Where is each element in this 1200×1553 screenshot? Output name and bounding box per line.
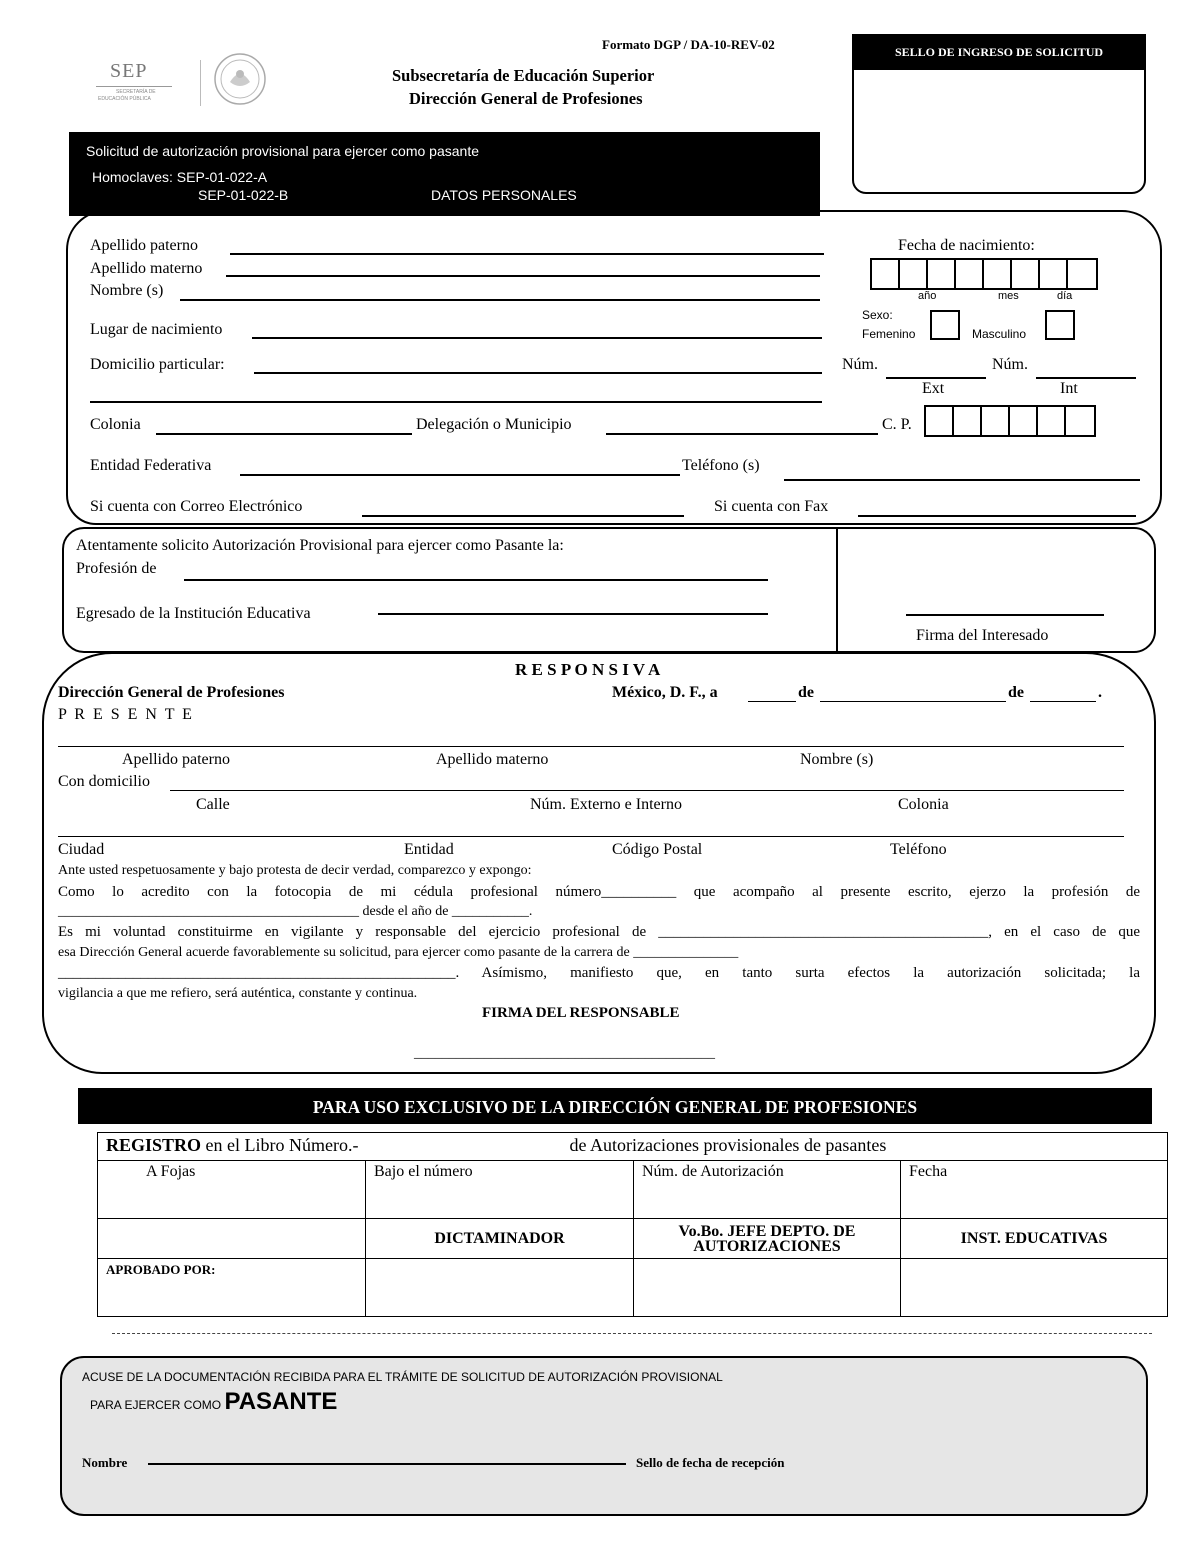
num-autorizacion-cell[interactable]: [634, 1161, 901, 1219]
sep-logo: [92, 52, 182, 108]
firma-interesado-line[interactable]: [906, 614, 1104, 616]
responsable-nombre-field[interactable]: [58, 746, 1124, 747]
responsiva-paragraph-3c: _____________________________________________________. Asímismo, manifiesto que, en tanto surta efectos la autorización solicitada; la: [58, 965, 1140, 981]
mexico-label: México, D. F., a: [612, 684, 718, 701]
acuse-nombre-label: Nombre: [82, 1455, 128, 1470]
fecha-nacimiento-boxes[interactable]: [870, 258, 1098, 290]
uso-exclusivo-bar: PARA USO EXCLUSIVO DE LA DIRECCIÓN GENERAL DE PROFESIONES: [78, 1088, 1152, 1124]
format-code: Formato DGP / DA-10-REV-02: [602, 37, 775, 52]
responsiva-paragraph-2a: Como lo acredito con la fotocopia de mi cédula profesional número__________ que acompaño al presente escrito, ejerzo la profesión de: [58, 884, 1140, 900]
dia-field[interactable]: [748, 701, 796, 702]
delegacion-label: Delegación o Municipio: [416, 416, 572, 433]
sep-logo-subtext-2: EDUCACIÓN PÚBLICA: [98, 96, 151, 102]
num-ext-field[interactable]: [886, 377, 986, 379]
domicilio-field[interactable]: [254, 372, 822, 374]
form-title: Solicitud de autorización provisional para ejercer como pasante: [86, 143, 479, 159]
femenino-label: Femenino: [862, 327, 916, 341]
apellido-paterno-field[interactable]: [230, 253, 824, 255]
logo-divider: [200, 60, 201, 106]
vobo-header: [634, 1219, 901, 1259]
firma-responsable-line[interactable]: ___________________________________________: [414, 1046, 715, 1061]
homoclave-b: SEP-01-022-B: [198, 187, 289, 203]
fax-field[interactable]: [858, 515, 1136, 517]
fecha-cell[interactable]: [901, 1161, 1168, 1219]
acuse-subtitle-small: PARA EJERCER COMO: [90, 1398, 225, 1412]
egresado-label: Egresado de la Institución Educativa: [76, 605, 311, 622]
homoclaves-label: Homoclaves: SEP-01-022-A: [92, 169, 268, 185]
acuse-sello-label: Sello de fecha de recepción: [636, 1455, 785, 1470]
registro-libro-label: en el Libro Número.-: [201, 1135, 359, 1155]
apellido-paterno-label: Apellido paterno: [90, 237, 198, 254]
dictaminador-header: DICTAMINADOR: [366, 1219, 634, 1259]
cp-boxes[interactable]: [924, 405, 1096, 437]
entidad-field[interactable]: [240, 474, 680, 476]
responsiva-paragraph-3a: Es mi voluntad constituirme en vigilante y responsable del ejercicio profesional de ____________________________________________, en el caso de que: [58, 924, 1140, 940]
telefono-label: Teléfono (s): [682, 457, 760, 474]
a-fojas-cell[interactable]: [98, 1161, 366, 1219]
domicilio-field-2[interactable]: [90, 401, 822, 403]
solicitud-text: Atentamente solicito Autorización Provisional para ejercer como Pasante la:: [76, 537, 564, 554]
a-fojas-label: A Fojas: [146, 1163, 196, 1180]
apellido-materno-field[interactable]: [226, 275, 820, 277]
responsiva-paragraph-3d: vigilancia a que me refiero, será auténtica, constante y continua.: [58, 986, 418, 1001]
nombre-field[interactable]: [180, 299, 820, 301]
correo-field[interactable]: [362, 515, 684, 517]
sexo-label: Sexo:: [862, 308, 893, 322]
ciudad-label: Ciudad: [58, 841, 105, 858]
institucion-field[interactable]: [378, 613, 768, 615]
masculino-label: Masculino: [972, 327, 1027, 341]
anio-field[interactable]: [1030, 701, 1096, 702]
vobo-signature-cell[interactable]: [634, 1259, 901, 1317]
responsiva-title: R E S P O N S I V A: [515, 660, 661, 679]
dictaminador-signature-cell[interactable]: [366, 1259, 634, 1317]
num-ext-int-label: Núm. Externo e Interno: [530, 796, 682, 813]
sep-logo-subtext: SECRETARÍA DE: [116, 89, 156, 95]
masculino-checkbox[interactable]: [1045, 310, 1075, 340]
acuse-pasante: PASANTE: [224, 1388, 338, 1415]
int-label: Int: [1060, 380, 1078, 397]
vobo-line-1: Vo.Bo. JEFE DEPTO. DE: [678, 1222, 856, 1240]
profesion-label: Profesión de: [76, 560, 157, 577]
entidad-label: Entidad Federativa: [90, 457, 212, 474]
sello-ingreso-title: SELLO DE INGRESO DE SOLICITUD: [852, 34, 1146, 70]
resp-apellido-materno-label: Apellido materno: [436, 751, 549, 768]
form-title-bar: [69, 132, 820, 216]
registro-bold: REGISTRO: [106, 1135, 202, 1155]
aprobado-por-cell: [98, 1259, 366, 1317]
fecha-nacimiento-label: Fecha de nacimiento:: [898, 237, 1035, 254]
mes-field[interactable]: [820, 701, 1006, 702]
anio-label: año: [918, 290, 937, 302]
sep-logo-text: SEP: [110, 60, 148, 82]
presente-label: P R E S E N T E: [58, 706, 194, 723]
resp-colonia-label: Colonia: [898, 796, 949, 813]
ext-label: Ext: [922, 380, 945, 397]
registro-right-label: de Autorizaciones provisionales de pasantes: [569, 1135, 887, 1155]
acuse-title: ACUSE DE LA DOCUMENTACIÓN RECIBIDA PARA EL TRÁMITE DE SOLICITUD DE AUTORIZACIÓN PROVISIONAL: [82, 1370, 723, 1384]
solicitud-divider: [836, 528, 838, 652]
direccion-title: Dirección General de Profesiones: [409, 89, 643, 108]
mes-label: mes: [998, 290, 1019, 302]
apellido-materno-label: Apellido materno: [90, 260, 203, 277]
profesion-field[interactable]: [184, 579, 768, 581]
firma-responsable-label: FIRMA DEL RESPONSABLE: [482, 1005, 680, 1021]
responsiva-paragraph-1: Ante usted respetuosamente y bajo protesta de decir verdad, comparezco y expongo:: [58, 863, 532, 878]
delegacion-field[interactable]: [606, 433, 878, 435]
lugar-nacimiento-field[interactable]: [252, 337, 822, 339]
national-seal-icon: [212, 52, 268, 106]
resp-nombre-label: Nombre (s): [800, 751, 874, 768]
acuse-subtitle: [90, 1388, 337, 1416]
de-label-2: de: [1008, 684, 1024, 701]
responsiva-paragraph-2b: ___________________________________________ desde el año de ___________.: [58, 904, 533, 919]
colonia-field[interactable]: [156, 433, 412, 435]
domicilio-label: Domicilio particular:: [90, 356, 225, 373]
telefono-field[interactable]: [784, 479, 1140, 481]
num-int-field[interactable]: [1036, 377, 1136, 379]
num-int-label: Núm.: [992, 356, 1028, 373]
lugar-nacimiento-label: Lugar de nacimiento: [90, 321, 223, 338]
con-domicilio-label: Con domicilio: [58, 773, 150, 790]
responsiva-paragraph-3b: esa Dirección General acuerde favorablemente su solicitud, para ejercer como pasante de la carrera de _______________: [58, 945, 739, 960]
calle-label: Calle: [196, 796, 230, 813]
inst-educativas-header: INST. EDUCATIVAS: [901, 1219, 1168, 1259]
sello-ingreso-box: [852, 34, 1146, 194]
ciudad-field[interactable]: [58, 836, 1124, 837]
resp-apellido-paterno-label: Apellido paterno: [122, 751, 230, 768]
nombre-label: Nombre (s): [90, 282, 164, 299]
cut-line: [112, 1333, 1152, 1334]
inst-signature-cell[interactable]: [901, 1259, 1168, 1317]
vobo-line-2: AUTORIZACIONES: [693, 1237, 841, 1255]
registro-row: [98, 1133, 1168, 1161]
empty-header-cell: [98, 1219, 366, 1259]
num-ext-label: Núm.: [842, 356, 878, 373]
responsiva-destinatario: Dirección General de Profesiones: [58, 684, 285, 701]
colonia-label: Colonia: [90, 416, 141, 433]
fecha-dot: .: [1098, 684, 1102, 701]
femenino-checkbox[interactable]: [930, 310, 960, 340]
cp-label: C. P.: [882, 416, 912, 433]
registro-table: [97, 1132, 1168, 1317]
fecha-label: Fecha: [909, 1163, 948, 1180]
de-label-1: de: [798, 684, 814, 701]
bajo-numero-label: Bajo el número: [374, 1163, 473, 1180]
acuse-nombre-field[interactable]: [148, 1463, 626, 1465]
section-datos-personales: DATOS PERSONALES: [431, 187, 577, 203]
con-domicilio-field[interactable]: [170, 790, 1124, 791]
num-autorizacion-label: Núm. de Autorización: [642, 1163, 784, 1180]
codigo-postal-label: Código Postal: [612, 841, 703, 858]
bajo-numero-cell[interactable]: [366, 1161, 634, 1219]
fax-label: Si cuenta con Fax: [714, 498, 829, 515]
aprobado-por-label: APROBADO POR:: [106, 1262, 216, 1277]
correo-label: Si cuenta con Correo Electrónico: [90, 498, 303, 515]
resp-entidad-label: Entidad: [404, 841, 454, 858]
firma-interesado-label: Firma del Interesado: [916, 627, 1049, 644]
dia-label: día: [1057, 290, 1073, 302]
subsecretaria-title: Subsecretaría de Educación Superior: [392, 66, 655, 85]
resp-telefono-label: Teléfono: [890, 841, 947, 858]
